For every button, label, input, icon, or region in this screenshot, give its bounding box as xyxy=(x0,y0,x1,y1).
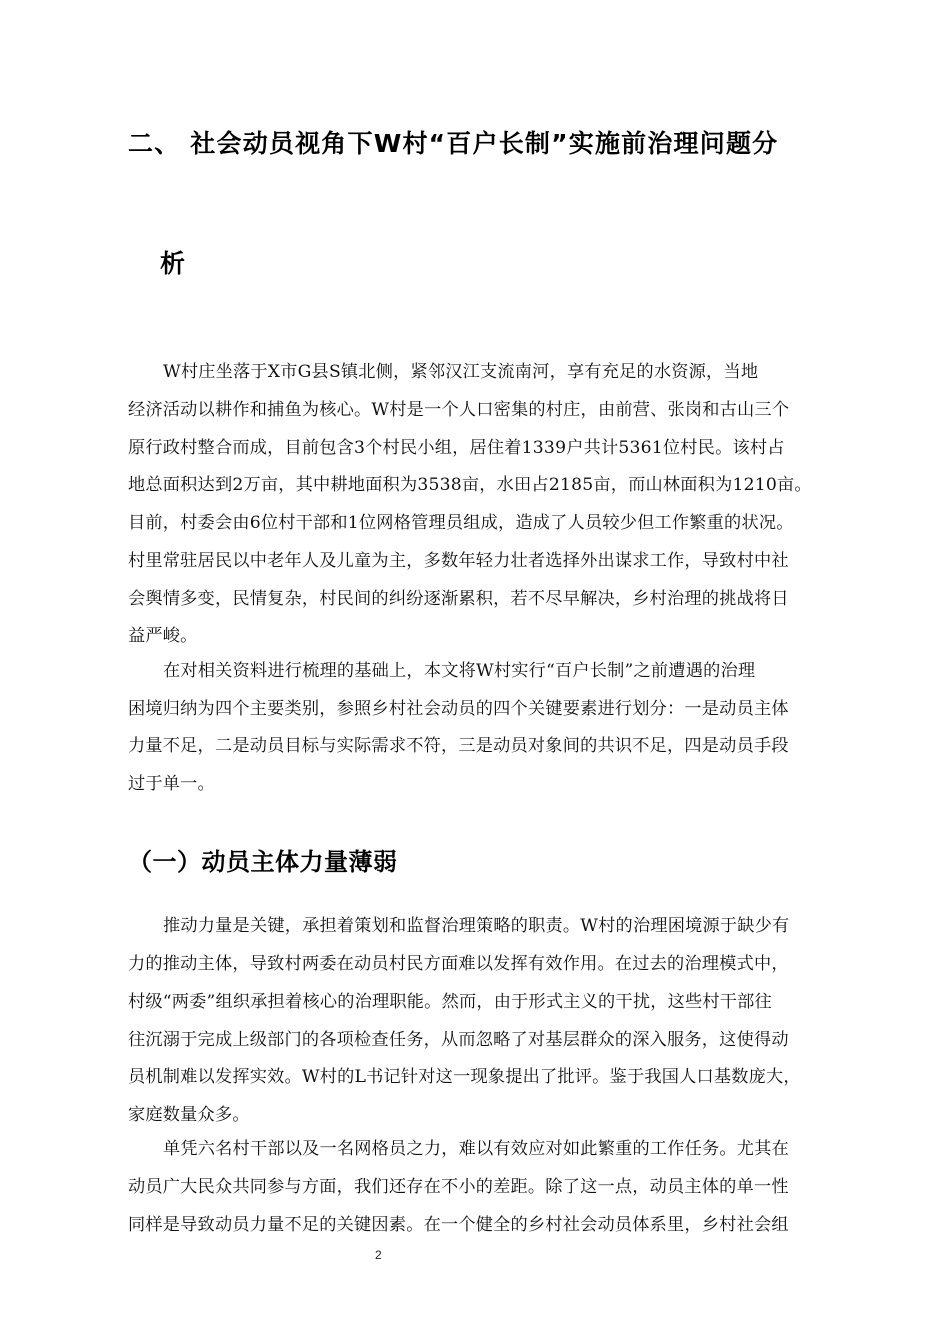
text-line: 原行政村整合而成，目前包含3个村民小组，居住着1339户共计5361位村民。该村占 xyxy=(128,438,785,458)
text-line: 员机制难以发挥实效。W村的L书记针对这一现象提出了批评。鉴于我国人口基数庞大， xyxy=(128,1067,801,1087)
text-line: 同样是导致动员力量不足的关键因素。在一个健全的乡村社会动员体系里，乡村社会组 xyxy=(128,1215,789,1235)
text-line: 经济活动以耕作和捕鱼为核心。W村是一个人口密集的村庄，由前营、张岗和古山三个 xyxy=(128,400,790,420)
section-heading-line-1: 二、 社会动员视角下W村“百户长制”实施前治理问题分 xyxy=(128,129,779,158)
text-line: 困境归纳为四个主要类别，参照乡村社会动员的四个关键要素进行划分：一是动员主体 xyxy=(128,699,789,719)
text-line: 过于单一。 xyxy=(128,774,215,794)
text-line: 单凭六名村干部以及一名网格员之力，难以有效应对如此繁重的工作任务。尤其在 xyxy=(163,1139,789,1159)
text-line: 益严峻。 xyxy=(128,626,198,646)
subsection-heading: （一）动员主体力量薄弱 xyxy=(128,848,398,876)
text-line: 力的推动主体，导致村两委在动员村民方面难以发挥有效作用。在过去的治理模式中， xyxy=(128,954,789,974)
text-line: 在对相关资料进行梳理的基础上，本文将W村实行“百户长制”之前遭遇的治理 xyxy=(163,661,756,681)
text-line: 村里常驻居民以中老年人及儿童为主，多数年轻力壮者选择外出谋求工作，导致村中社 xyxy=(128,551,789,571)
text-line: 地总面积达到2万亩，其中耕地面积为3538亩，水田占2185亩，而山林面积为1210亩。 xyxy=(128,475,812,495)
text-line: 力量不足，二是动员目标与实际需求不符，三是动员对象间的共识不足，四是动员手段 xyxy=(128,736,789,756)
text-line: W村庄坐落于X市G县S镇北侧，紧邻汉江支流南河，享有充足的水资源，当地 xyxy=(163,362,759,382)
text-line: 家庭数量众多。 xyxy=(128,1105,250,1125)
text-line: 推动力量是关键，承担着策划和监督治理策略的职责。W村的治理困境源于缺少有 xyxy=(163,916,790,936)
page-number: 2 xyxy=(375,1248,382,1262)
text-line: 村级“两委”组织承担着核心的治理职能。然而，由于形式主义的干扰，这些村干部往 xyxy=(128,992,772,1012)
text-line: 会舆情多变，民情复杂，村民间的纠纷逐渐累积，若不尽早解决，乡村治理的挑战将日 xyxy=(128,589,789,609)
section-heading-line-2: 析 xyxy=(160,249,187,278)
text-line: 目前，村委会由6位村干部和1位网格管理员组成，造成了人员较少但工作繁重的状况。 xyxy=(128,513,794,533)
text-line: 动员广大民众共同参与方面，我们还存在不小的差距。除了这一点，动员主体的单一性 xyxy=(128,1177,789,1197)
text-line: 往沉溺于完成上级部门的各项检查任务，从而忽略了对基层群众的深入服务，这使得动 xyxy=(128,1030,789,1050)
